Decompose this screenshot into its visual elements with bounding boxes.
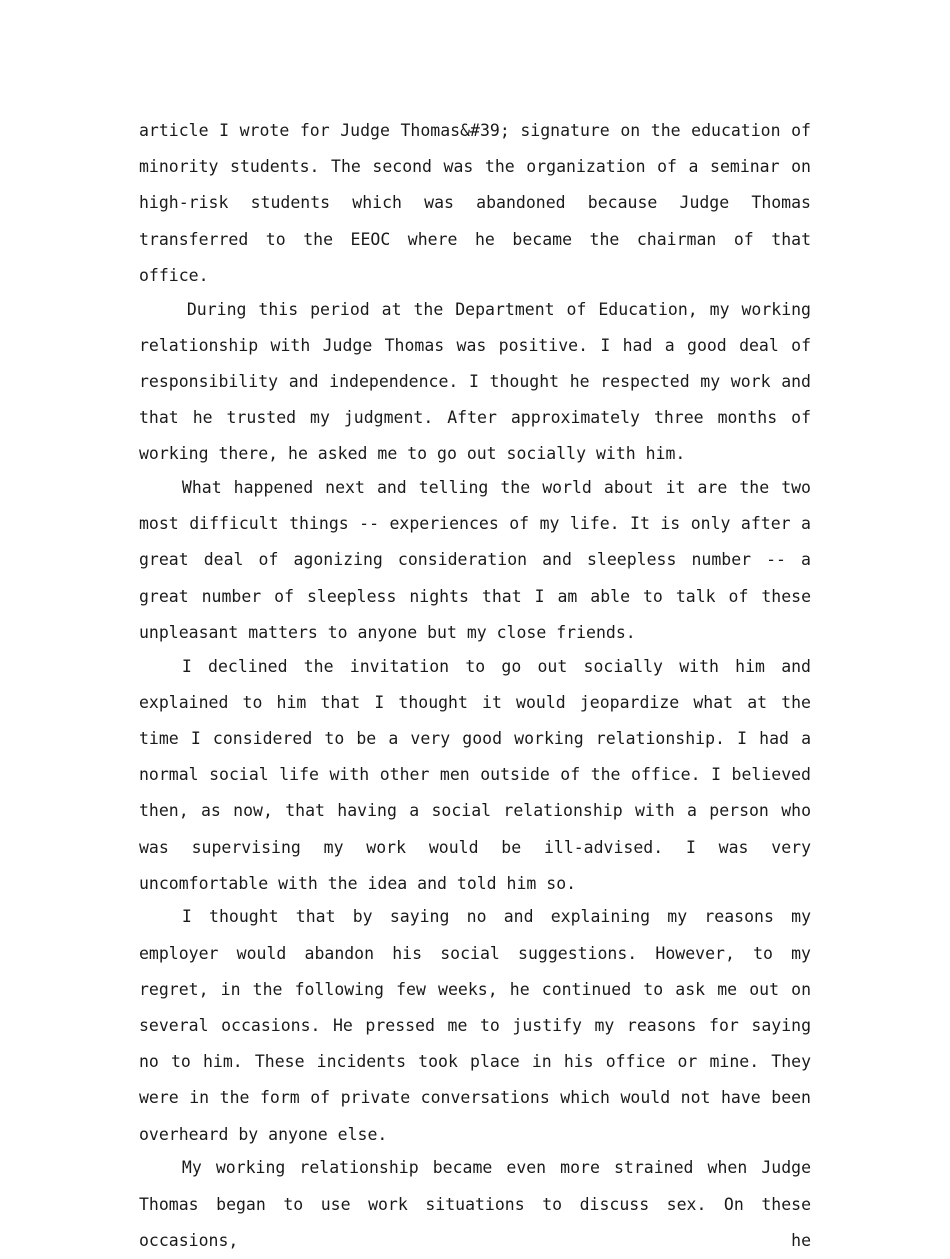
paragraph-2: During this period at the Department of Education, my working relationship with Judge Thomas was positive. I had a good deal of responsibility and independence. I thought he respected my work and that he trusted my judgment. After approximately three months of working there, he asked me to go out socially with him.: [139, 299, 811, 464]
paragraph-3: What happened next and telling the world about it are the two most difficult things -- experiences of my life. It is only after a great deal of agonizing consideration and sleepless number -- a great number of sleepless nights that I am able to talk of these unpleasant matters to anyone but my close friends.: [139, 478, 811, 642]
paragraph-6: My working relationship became even more strained when Judge Thomas began to use work situations to discuss sex. On these occasions, he: [139, 1158, 811, 1250]
paragraph-4: I declined the invitation to go out socially with him and explained to him that I thought it would jeopardize what at the time I considered to be a very good working relationship. I had a normal social life with other men outside of the office. I believed then, as now, that having a social relationship with a person who was supervising my work would be ill-advised. I was very uncomfortable with the idea and told him so.: [139, 656, 811, 893]
document-body: [139, 113, 811, 1257]
paragraph-5: I thought that by saying no and explaining my reasons my employer would abandon his social suggestions. However, to my regret, in the following few weeks, he continued to ask me out on several occasions. He pressed me to justify my reasons for saying no to him. These incidents took place in his office or mine. They were in the form of private conversations which would not have been overheard by anyone else.: [139, 907, 811, 1144]
paragraph-1: article I wrote for Judge Thomas&#39; signature on the education of minority students. The second was the organization of a seminar on high-risk students which was abandoned because Judge Thomas transferred to the EEOC where he became the chairman of that office.: [139, 121, 811, 285]
